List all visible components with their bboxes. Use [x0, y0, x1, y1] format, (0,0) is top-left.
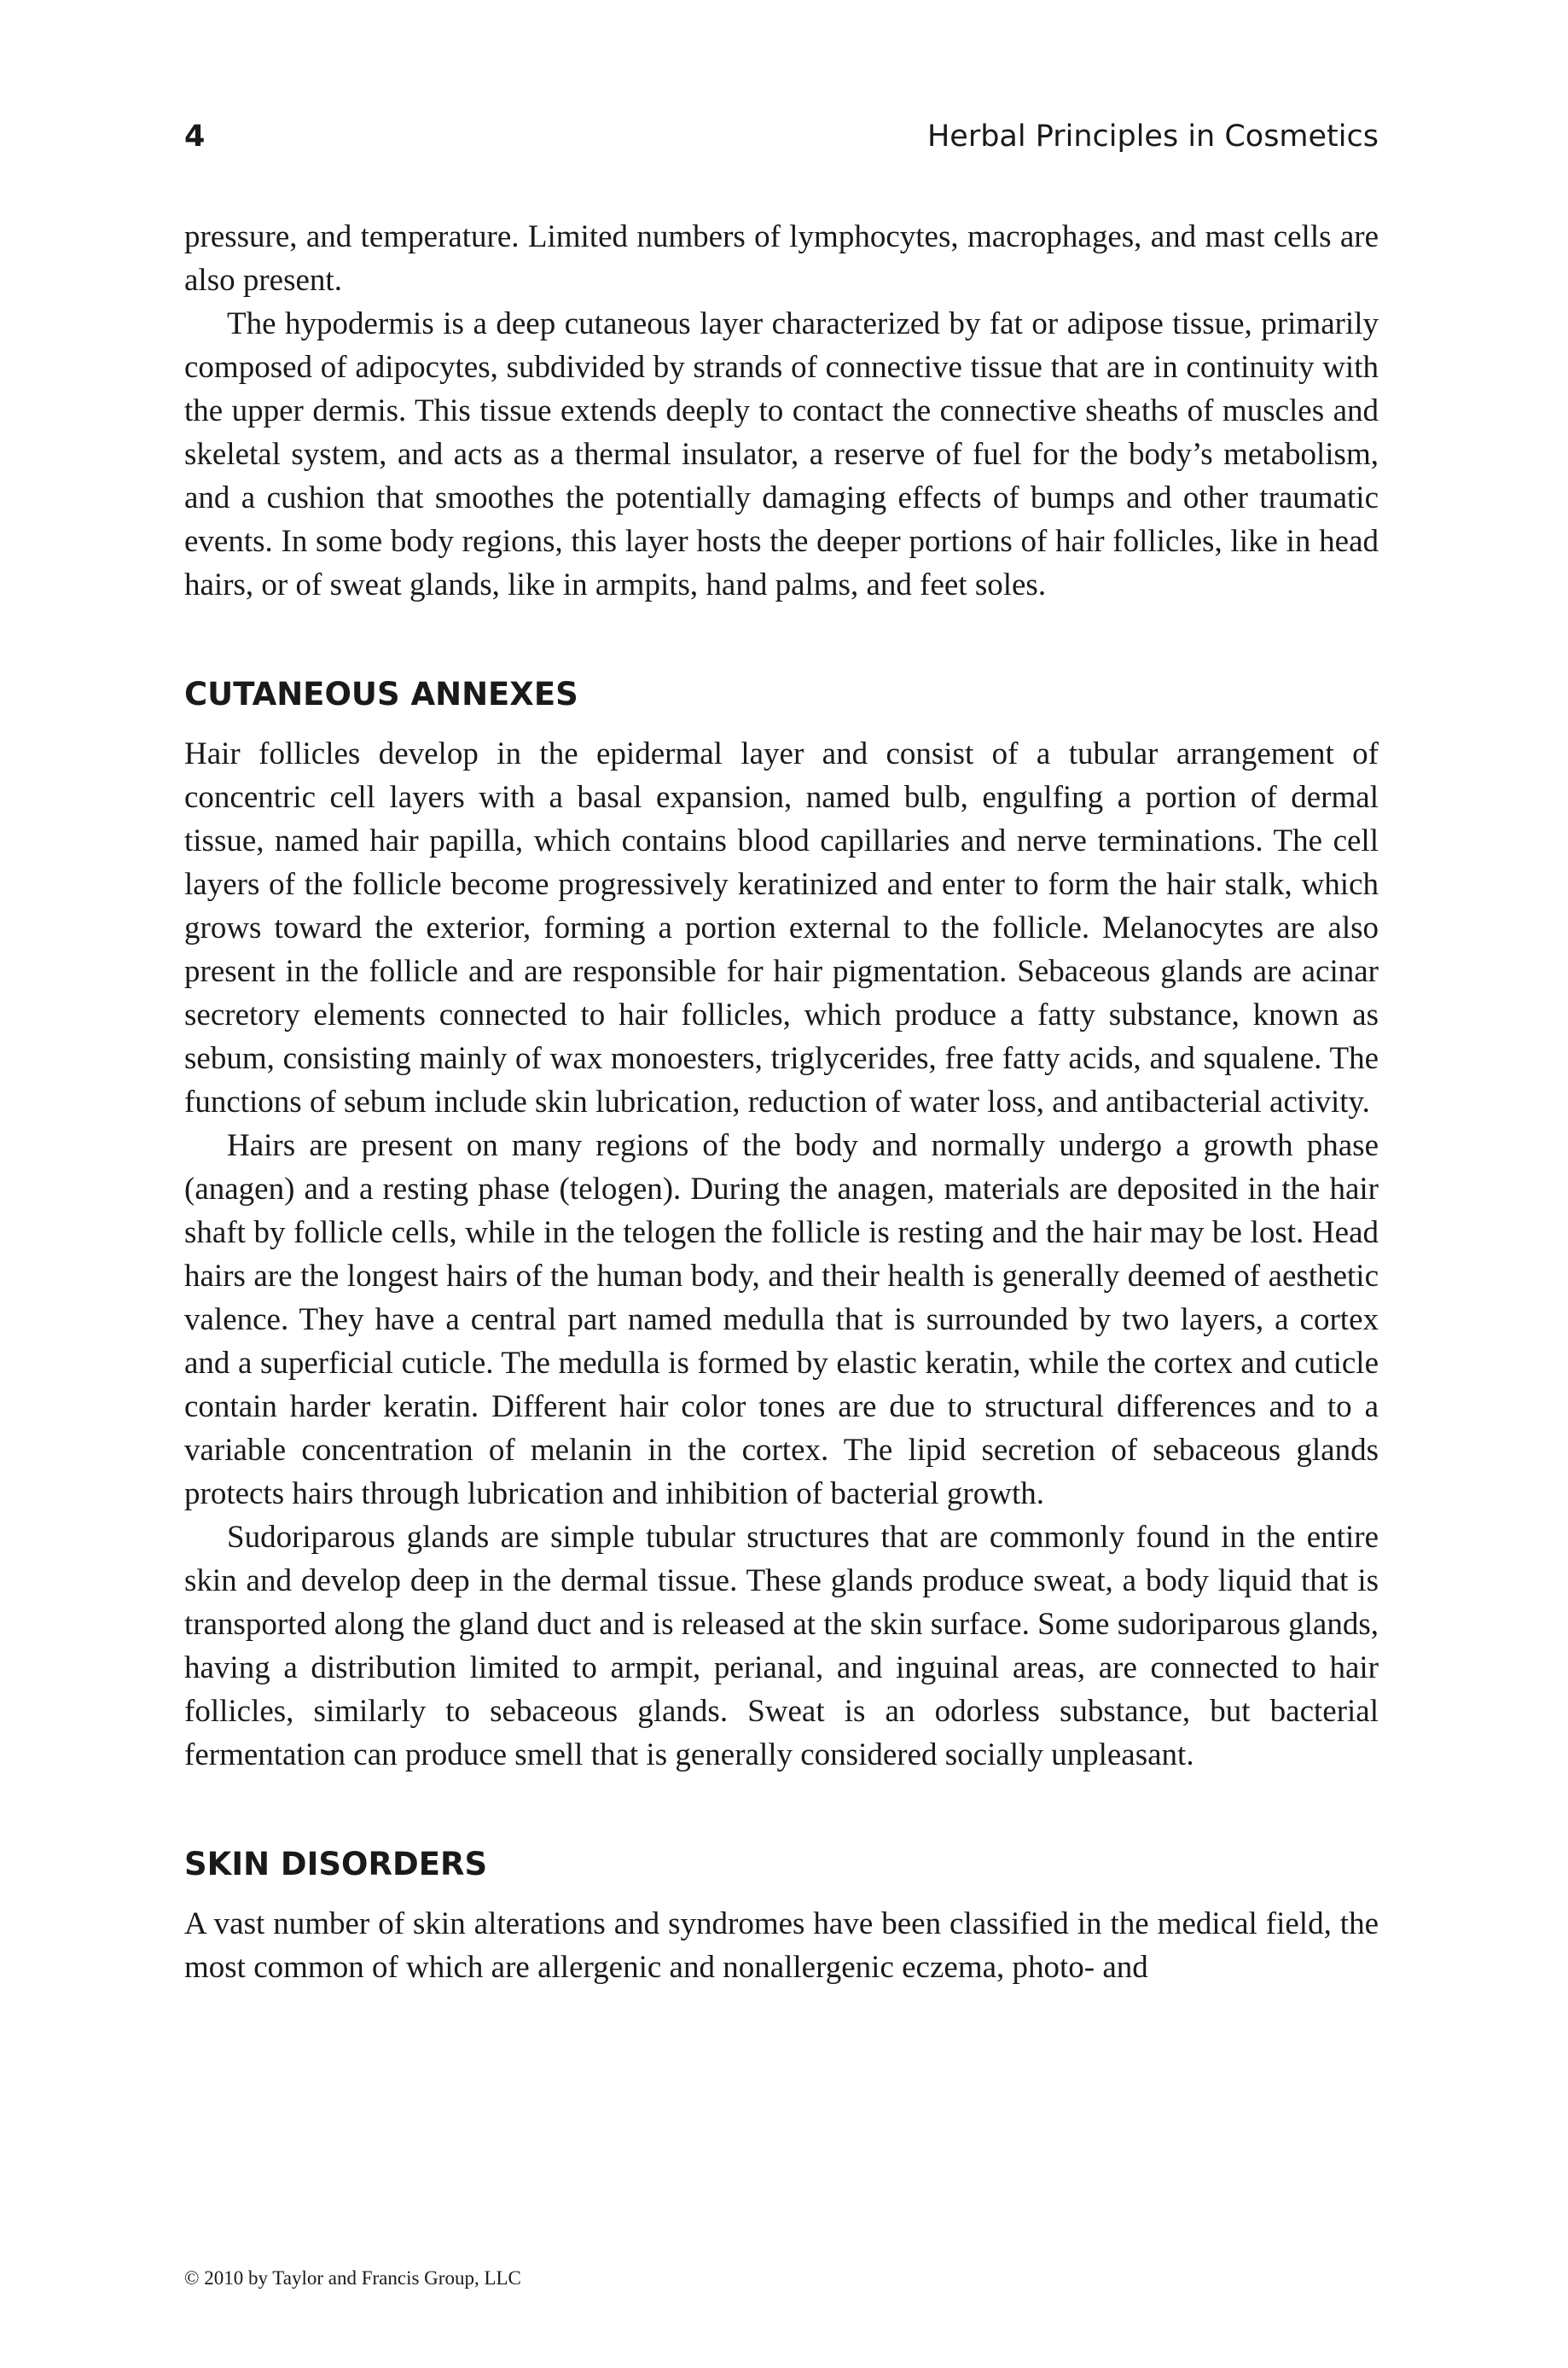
section-heading-cutaneous-annexes: CUTANEOUS ANNEXES: [184, 676, 578, 713]
copyright-footer: © 2010 by Taylor and Francis Group, LLC: [184, 2267, 521, 2289]
page-number: 4: [184, 119, 206, 154]
paragraph-sudoriparous-glands: Sudoriparous glands are simple tubular structures that are commonly found in the entire skin and develop deep in the dermal tissue. These glands produce sweat, a body liquid that is transported along the gland duct and is released at the skin surface. Some sudoriparous glands, having a distribution limited to armpit, perianal, and inguinal areas, are connected to hair follicles, similarly to sebaceous glands. Sweat is an odorless substance, but bacterial fermentation can produce smell that is generally considered socially unpleasant.: [184, 1520, 1379, 1772]
paragraph-hair-follicles: Hair follicles develop in the epidermal layer and consist of a tubular arrangement of concentric cell layers with a basal expansion, named bulb, engulfing a portion of dermal tissue, named hair papilla, which contains blood capillaries and nerve terminations. The cell layers of the follicle become progressively keratinized and enter to form the hair stalk, which grows toward the exterior, forming a portion external to the follicle. Melanocytes are also present in the follicle and are responsible for hair pigmentation. Sebaceous glands are acinar secretory elements connected to hair follicles, which produce a fatty substance, known as sebum, consisting mainly of wax monoesters, triglycerides, free fatty acids, and squalene. The functions of sebum include skin lubrication, reduction of water loss, and antibacterial activity.: [184, 736, 1379, 1120]
running-head: [184, 119, 1379, 162]
section-heading-skin-disorders: SKIN DISORDERS: [184, 1846, 488, 1882]
paragraph-continued: pressure, and temperature. Limited numbers of lymphocytes, macrophages, and mast cells are also present.: [184, 219, 1379, 298]
paragraph-hairs: Hairs are present on many regions of the body and normally undergo a growth phase (anagen) and a resting phase (telogen). During the anagen, materials are deposited in the hair shaft by follicle cells, while in the telogen the follicle is resting and the hair may be lost. Head hairs are the longest hairs of the human body, and their health is generally deemed of aesthetic valence. They have a central part named medulla that is surrounded by two layers, a cortex and a superficial cuticle. The medulla is formed by elastic keratin, while the cortex and cuticle contain harder keratin. Different hair color tones are due to structural differences and to a variable concentration of melanin in the cortex. The lipid secretion of sebaceous glands protects hairs through lubrication and inhibition of bacterial growth.: [184, 1128, 1379, 1511]
paragraph-hypodermis: The hypodermis is a deep cutaneous layer characterized by fat or adipose tissue, primarily composed of adipocytes, subdivided by strands of connective tissue that are in continuity with the upper dermis. This tissue extends deeply to contact the connective sheaths of muscles and skeletal system, and acts as a thermal insulator, a reserve of fuel for the body’s metabolism, and a cushion that smoothes the potentially damaging effects of bumps and other traumatic events. In some body regions, this layer hosts the deeper portions of hair follicles, like in head hairs, or of sweat glands, like in armpits, hand palms, and feet soles.: [184, 306, 1379, 602]
paragraph-skin-alterations: A vast number of skin alterations and syndromes have been classified in the medical field, the most common of which are allergenic and nonallergenic eczema, photo- and: [184, 1906, 1379, 1985]
book-title: Herbal Principles in Cosmetics: [926, 119, 1379, 154]
body-text: [184, 215, 1379, 1989]
